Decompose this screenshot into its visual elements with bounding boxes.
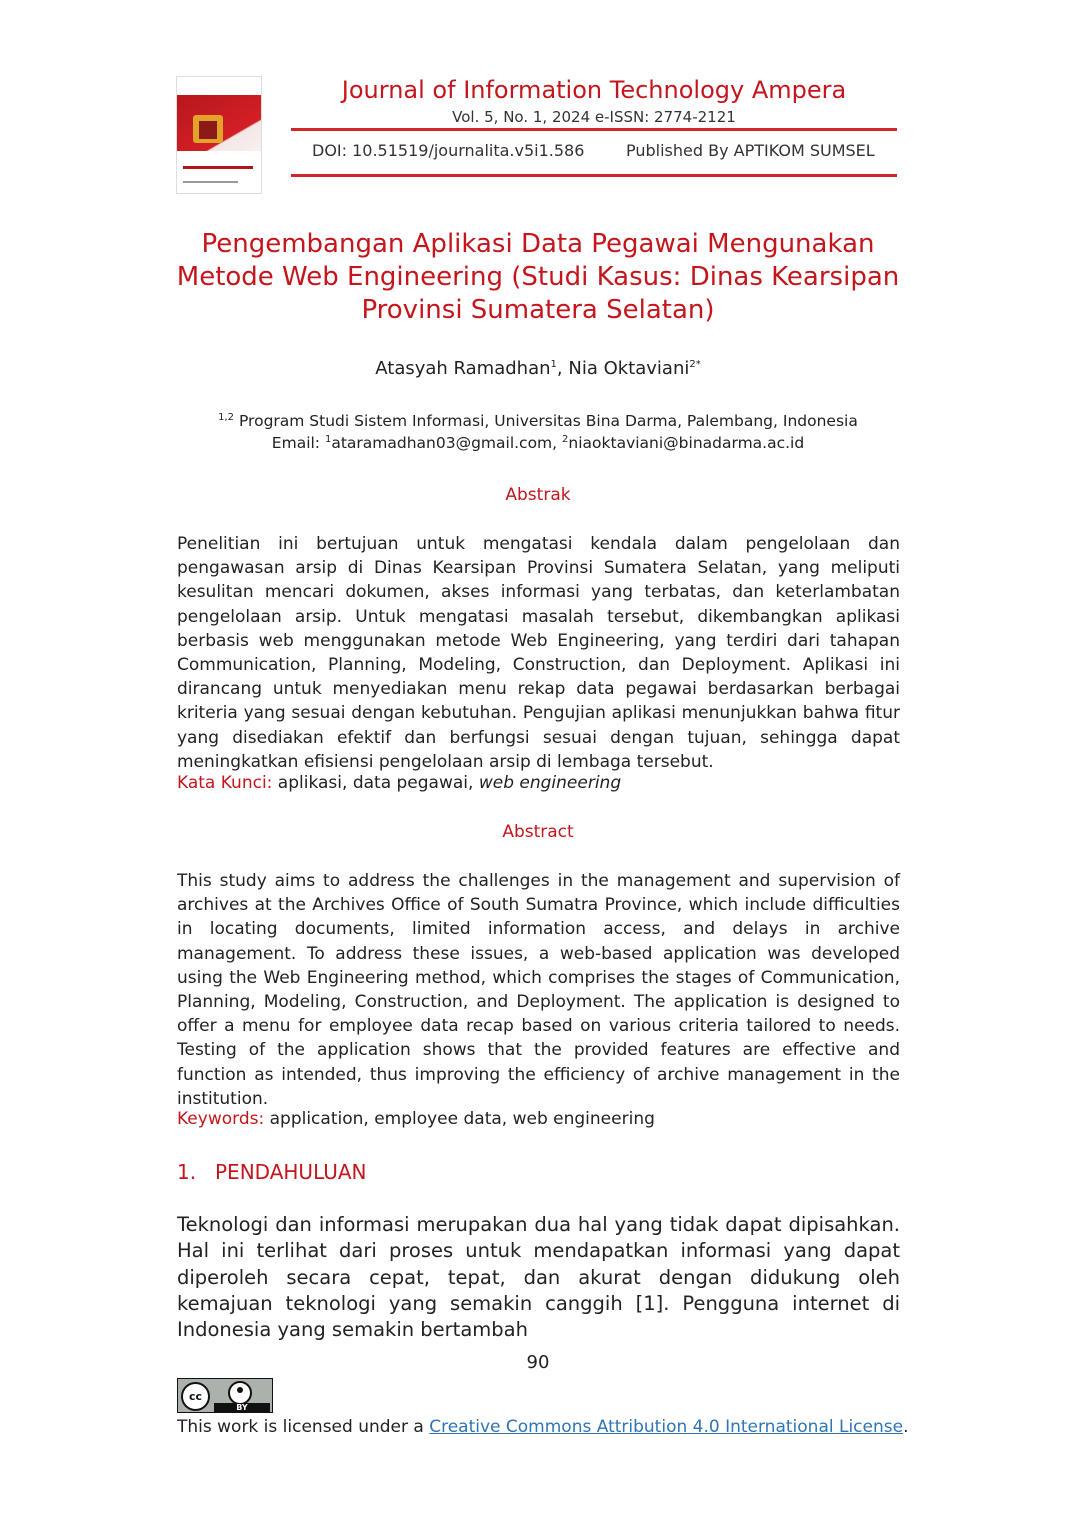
license-line [177,1417,908,1437]
journal-cover-image [176,76,262,194]
keywords-line [177,1109,655,1129]
affiliation [176,412,900,430]
kata-kunci-label: Kata Kunci: [177,773,273,793]
license-prefix: This work is licensed under a [177,1417,430,1437]
paper-title: Pengembangan Aplikasi Data Pegawai Mengunakan Metode Web Engineering (Studi Kasus: Dinas Kearsipan Provinsi Sumatera Selatan) [176,229,900,325]
section-title: PENDAHULUAN [215,1160,367,1184]
header-rule-bottom [291,174,897,177]
keywords-text: application, employee data, web engineering [264,1109,655,1129]
section-heading [177,1160,367,1184]
journal-volume-issn: Vol. 5, No. 1, 2024 e-ISSN: 2774-2121 [452,108,736,126]
section-body-text: Teknologi dan informasi merupakan dua hal yang tidak dapat dipisahkan. Hal ini terlihat dari proses untuk mendapatkan informasi yang dapat diperoleh secara cepat, tepat, dan akurat dengan didukung oleh kemajuan teknologi yang semakin canggih [1]. Pengguna internet di Indonesia yang semakin bertambah [177,1213,900,1342]
journal-title: Journal of Information Technology Ampera [341,76,847,104]
author-name: Atasyah Ramadhan [375,358,551,379]
kata-kunci-text: aplikasi, data pegawai, [272,773,479,793]
by-label: BY [214,1403,270,1412]
cc-icon: cc [181,1382,210,1411]
affiliation-sup: 1,2 [218,411,235,423]
abstrak-text: Penelitian ini bertujuan untuk mengatasi kendala dalam pengelolaan dan pengawasan arsip di Dinas Kearsipan Provinsi Sumatera Selatan, yang meliputi kesulitan mencari dokumen, akses informasi yang terbatas, dan keterlambatan pengelolaan arsip. Untuk mengatasi masalah tersebut, dikembangkan aplikasi berbasis web menggunakan metode Web Engineering, yang terdiri dari tahapan Communication, Planning, Modeling, Construction, dan Deployment. Aplikasi ini dirancang untuk menyediakan menu rekap data pegawai berdasarkan berbagai kriteria yang sesuai dengan kebutuhan. Pengujian aplikasi menunjukkan bahwa fitur yang disediakan efektif dan berfungsi sesuai dengan tujuan, sehingga dapat meningkatkan efisiensi pengelolaan arsip di lembaga tersebut. [177,534,900,772]
section-number: 1. [177,1160,197,1184]
abstrak-heading: Abstrak [505,485,571,505]
author-separator: , [556,358,569,379]
author-list [176,358,900,379]
author-sup: 1 [550,359,557,370]
header-rule-top [291,128,897,131]
author-name: Nia Oktaviani [568,358,690,379]
license-suffix: . [903,1417,909,1437]
page-number: 90 [526,1352,550,1373]
keywords-label: Keywords: [177,1109,265,1129]
email-sup: 2 [562,433,569,445]
email-label: Email: [271,434,325,452]
email-sup: 1 [324,433,332,445]
affiliation-text: Program Studi Sistem Informasi, Universitas Bina Darma, Palembang, Indonesia [234,412,858,430]
publisher-text: Published By APTIKOM SUMSEL [626,141,875,160]
email-separator: , [552,434,563,452]
kata-kunci-line [177,773,621,793]
abstract-heading: Abstract [502,822,574,842]
author-sup: 2* [689,359,701,370]
doi-text: DOI: 10.51519/journalita.v5i1.586 [312,141,585,160]
kata-kunci-italic: web engineering [478,773,622,793]
attribution-person-icon [228,1381,252,1405]
email-address: niaoktaviani@binadarma.ac.id [568,434,805,452]
email-line [176,434,900,452]
abstract-text: This study aims to address the challenges in the management and supervision of archives at the Archives Office of South Sumatra Province, which include difficulties in locating documents, limited information access, and delays in archive management. To address these issues, a web-based application was developed using the Web Engineering method, which comprises the stages of Communication, Planning, Modeling, Construction, and Deployment. The application is designed to offer a menu for employee data recap based on various criteria tailored to needs. Testing of the application shows that the provided features are effective and function as intended, thus improving the efficiency of archive management in the institution. [177,871,900,1109]
cc-license-badge[interactable] [177,1378,273,1413]
email-address: ataramadhan03@gmail.com [331,434,553,452]
license-link[interactable]: Creative Commons Attribution 4.0 International License [429,1417,904,1437]
